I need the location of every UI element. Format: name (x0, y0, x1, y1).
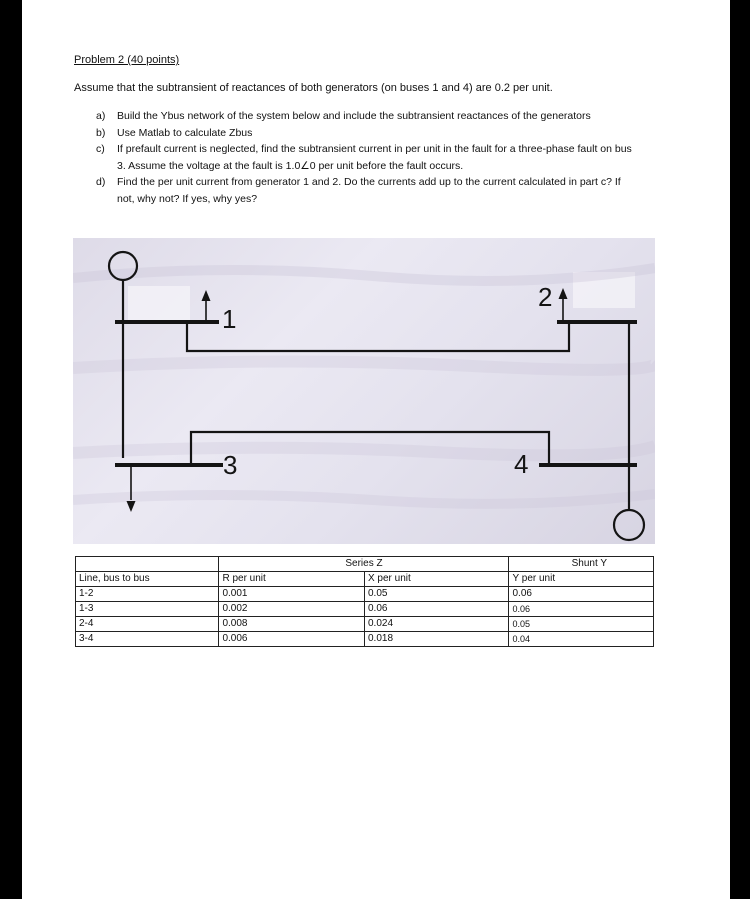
question-label: d) (96, 176, 106, 188)
table-row (76, 617, 654, 632)
question-label: a) (96, 110, 106, 122)
question-list (96, 108, 636, 207)
question-text: If prefault current is neglected, find the subtransient current in per unit in the fault for a three-phase fault on bus 3. Assume the voltage at the fault is 1.0∠0 per unit before the fault occurs. (117, 143, 632, 172)
table-row (76, 632, 654, 647)
shunt-y-header: Shunt Y (509, 557, 654, 572)
column-header-x: X per unit (364, 572, 509, 587)
line-cell: 2-4 (76, 617, 219, 632)
table-row (76, 602, 654, 617)
column-header-r: R per unit (219, 572, 365, 587)
question-label: b) (96, 126, 106, 139)
y-cell: 0.06 (509, 602, 654, 617)
r-cell: 0.008 (219, 617, 365, 632)
line-data-table (75, 556, 654, 647)
bus-4-label: 4 (514, 449, 529, 479)
table-header-row (76, 572, 654, 587)
bus-3 (115, 465, 223, 512)
y-cell: 0.05 (509, 617, 654, 632)
problem-intro: Assume that the subtransient of reactances of both generators (on buses 1 and 4) are 0.2 per unit. (74, 82, 553, 94)
question-label: c) (96, 143, 105, 155)
bus-3-label: 3 (223, 450, 238, 480)
line-cell: 1-2 (76, 587, 219, 602)
column-header-y: Y per unit (509, 572, 654, 587)
r-cell: 0.006 (219, 632, 365, 647)
question-text: Use Matlab to calculate Zbus (117, 126, 253, 139)
bus-1-label: 1 (222, 304, 237, 334)
table-cell (76, 557, 219, 572)
generator-2 (614, 510, 644, 540)
r-cell: 0.002 (219, 602, 365, 617)
r-cell: 0.001 (219, 587, 365, 602)
table-row (76, 587, 654, 602)
line-cell: 3-4 (76, 632, 219, 647)
one-line-diagram-svg (73, 238, 655, 544)
bus-2-label: 2 (538, 282, 553, 312)
question-text: Find the per unit current from generator 1 and 2. Do the currents add up to the current calculated in part c? If not, why not? If yes, why yes? (117, 176, 621, 205)
problem-title: Problem 2 (40 points) (74, 54, 180, 66)
one-line-diagram (73, 238, 655, 544)
line-1-2 (187, 322, 569, 351)
y-cell: 0.04 (509, 632, 654, 647)
line-cell: 1-3 (76, 602, 219, 617)
y-cell: 0.06 (509, 587, 654, 602)
x-cell: 0.06 (364, 602, 509, 617)
x-cell: 0.024 (364, 617, 509, 632)
question-text: Build the Ybus network of the system below and include the subtransient reactances of the generators (117, 110, 591, 122)
table-group-header-row (76, 557, 654, 572)
load-arrow-icon (559, 288, 568, 299)
column-header-line: Line, bus to bus (76, 572, 219, 587)
question-c (96, 141, 636, 174)
background-texture (73, 268, 655, 504)
series-z-header: Series Z (219, 557, 509, 572)
x-cell: 0.05 (364, 587, 509, 602)
question-d (96, 174, 636, 207)
load-arrow-icon (127, 501, 136, 512)
bus-2 (557, 288, 637, 464)
question-a (96, 108, 636, 125)
question-b (96, 125, 636, 142)
load-arrow-icon (202, 290, 211, 301)
x-cell: 0.018 (364, 632, 509, 647)
